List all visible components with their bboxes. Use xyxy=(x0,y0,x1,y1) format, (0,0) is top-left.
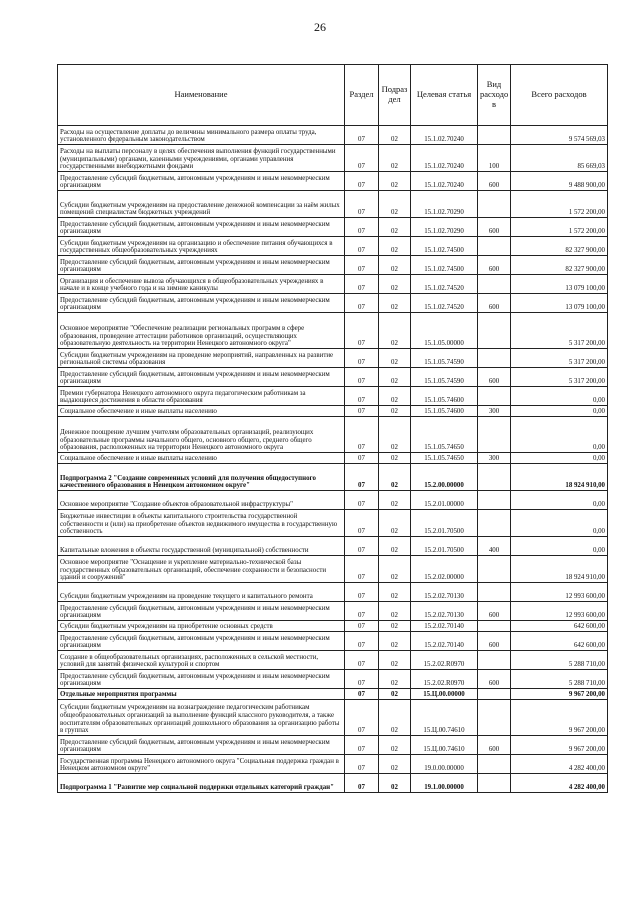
cell-section: 07 xyxy=(345,670,379,689)
cell-subsection: 02 xyxy=(379,172,411,191)
cell-name: Предоставление субсидий бюджетным, автономным учреждениям и иным некоммерческим организациям xyxy=(58,218,345,237)
cell-subsection: 02 xyxy=(379,191,411,218)
cell-expense-type: 600 xyxy=(478,172,511,191)
table-row xyxy=(58,275,608,294)
cell-section: 07 xyxy=(345,537,379,556)
cell-subsection: 02 xyxy=(379,700,411,736)
cell-name: Социальное обеспечение и иные выплаты населению xyxy=(58,406,345,417)
cell-section: 07 xyxy=(345,145,379,172)
cell-target: 15.Ц.00.74610 xyxy=(411,736,478,755)
cell-name: Расходы на осуществление доплаты до величины минимального размера оплаты труда, установленного федеральным законодательством xyxy=(58,126,345,145)
cell-target: 15.1.02.70240 xyxy=(411,126,478,145)
cell-target: 15.1.02.74500 xyxy=(411,256,478,275)
cell-subsection: 02 xyxy=(379,510,411,537)
cell-section: 07 xyxy=(345,172,379,191)
cell-expense-type xyxy=(478,191,511,218)
cell-target: 15.2.02.70130 xyxy=(411,602,478,621)
cell-subsection: 02 xyxy=(379,294,411,313)
table-header-row xyxy=(58,65,608,126)
cell-total: 5 288 710,00 xyxy=(511,670,608,689)
cell-expense-type xyxy=(478,387,511,406)
cell-expense-type xyxy=(478,126,511,145)
cell-expense-type: 600 xyxy=(478,368,511,387)
cell-subsection: 02 xyxy=(379,453,411,464)
cell-total: 0,00 xyxy=(511,453,608,464)
cell-expense-type: 600 xyxy=(478,670,511,689)
table-row xyxy=(58,406,608,417)
cell-target: 15.1.02.70240 xyxy=(411,172,478,191)
table-row xyxy=(58,700,608,736)
cell-expense-type xyxy=(478,349,511,368)
table-row xyxy=(58,755,608,774)
cell-total: 82 327 900,00 xyxy=(511,256,608,275)
cell-total: 0,00 xyxy=(511,387,608,406)
cell-section: 07 xyxy=(345,387,379,406)
cell-target: 15.2.02.R0970 xyxy=(411,651,478,670)
cell-expense-type xyxy=(478,556,511,583)
cell-subsection: 02 xyxy=(379,126,411,145)
cell-expense-type xyxy=(478,755,511,774)
cell-total: 18 924 910,00 xyxy=(511,556,608,583)
cell-total: 5 317 200,00 xyxy=(511,349,608,368)
table-row xyxy=(58,651,608,670)
table-row xyxy=(58,621,608,632)
table-row xyxy=(58,313,608,349)
cell-name: Предоставление субсидий бюджетным, автономным учреждениям и иным некоммерческим организациям xyxy=(58,294,345,313)
cell-name: Субсидии бюджетным учреждениям на вознаграждение педагогическим работникам общеобразовательных организаций за выполнение функций классного руководителя, а также воспитателям образовательных организаций дошкольного образования за организацию работы в группах xyxy=(58,700,345,736)
cell-name: Основное мероприятие "Обеспечение реализации региональных программ в сфере образования, проведение аттестации работников организаций, осуществляющих образовательную деятельность на территории Ненецкого автономного округа" xyxy=(58,313,345,349)
cell-target: 15.1.02.70290 xyxy=(411,218,478,237)
cell-total: 13 079 100,00 xyxy=(511,294,608,313)
cell-target: 15.1.02.74520 xyxy=(411,294,478,313)
cell-expense-type xyxy=(478,510,511,537)
cell-subsection: 02 xyxy=(379,755,411,774)
cell-subsection: 02 xyxy=(379,417,411,453)
cell-subsection: 02 xyxy=(379,406,411,417)
cell-name: Премии губернатора Ненецкого автономного округа педагогическим работникам за выдающиеся достижения в области образования xyxy=(58,387,345,406)
table-row xyxy=(58,294,608,313)
cell-name: Создание в общеобразовательных организациях, расположенных в сельской местности, условий для занятий физической культурой и спортом xyxy=(58,651,345,670)
cell-name: Денежное поощрение лучшим учителям образовательных организаций, реализующих образовательные программы начального общего, основного общего, среднего общего образования, расположенных на территории Ненецкого автономного округа xyxy=(58,417,345,453)
cell-expense-type: 600 xyxy=(478,218,511,237)
table-row xyxy=(58,126,608,145)
table-row xyxy=(58,387,608,406)
cell-expense-type xyxy=(478,700,511,736)
cell-section: 07 xyxy=(345,256,379,275)
cell-subsection: 02 xyxy=(379,736,411,755)
cell-target: 19.0.00.00000 xyxy=(411,755,478,774)
page-number: 26 xyxy=(314,20,326,34)
cell-section: 07 xyxy=(345,736,379,755)
cell-total: 0,00 xyxy=(511,537,608,556)
table-row xyxy=(58,145,608,172)
table-row xyxy=(58,689,608,700)
cell-section: 07 xyxy=(345,368,379,387)
cell-total: 9 967 200,00 xyxy=(511,736,608,755)
cell-target: 15.1.02.70240 xyxy=(411,145,478,172)
table-row xyxy=(58,256,608,275)
cell-total: 9 574 569,03 xyxy=(511,126,608,145)
cell-total: 0,00 xyxy=(511,491,608,510)
cell-expense-type xyxy=(478,689,511,700)
cell-subsection: 02 xyxy=(379,689,411,700)
cell-target: 15.1.05.74600 xyxy=(411,406,478,417)
cell-subsection: 02 xyxy=(379,368,411,387)
cell-section: 07 xyxy=(345,191,379,218)
cell-target: 15.1.05.74650 xyxy=(411,417,478,453)
cell-total: 9 967 200,00 xyxy=(511,700,608,736)
cell-total: 12 993 600,00 xyxy=(511,602,608,621)
cell-total: 9 488 900,00 xyxy=(511,172,608,191)
cell-subsection: 02 xyxy=(379,491,411,510)
cell-expense-type: 300 xyxy=(478,453,511,464)
cell-total: 5 317 200,00 xyxy=(511,368,608,387)
table-body xyxy=(58,126,608,793)
cell-section: 07 xyxy=(345,755,379,774)
header-subsection: Подраз дел xyxy=(379,65,411,126)
cell-target: 15.2.02.R0970 xyxy=(411,670,478,689)
cell-name: Субсидии бюджетным учреждениям на организацию и обеспечение питания обучающихся в государственных общеобразовательных учреждениях xyxy=(58,237,345,256)
cell-section: 07 xyxy=(345,294,379,313)
cell-name: Государственная программа Ненецкого автономного округа "Социальная поддержка граждан в Ненецком автономном округе" xyxy=(58,755,345,774)
table-row xyxy=(58,670,608,689)
cell-subsection: 02 xyxy=(379,464,411,491)
cell-expense-type xyxy=(478,417,511,453)
table-row xyxy=(58,172,608,191)
cell-section: 07 xyxy=(345,621,379,632)
cell-name: Основное мероприятие "Создание объектов образовательной инфраструктуры" xyxy=(58,491,345,510)
cell-section: 07 xyxy=(345,275,379,294)
cell-total: 85 669,03 xyxy=(511,145,608,172)
cell-name: Предоставление субсидий бюджетным, автономным учреждениям и иным некоммерческим организациям xyxy=(58,632,345,651)
cell-subsection: 02 xyxy=(379,275,411,294)
cell-total: 0,00 xyxy=(511,417,608,453)
cell-total: 18 924 910,00 xyxy=(511,464,608,491)
cell-name: Субсидии бюджетным учреждениям на приобретение основных средств xyxy=(58,621,345,632)
table-row xyxy=(58,453,608,464)
cell-section: 07 xyxy=(345,632,379,651)
cell-section: 07 xyxy=(345,417,379,453)
cell-subsection: 02 xyxy=(379,583,411,602)
cell-name: Субсидии бюджетным учреждениям на проведение текущего и капитального ремонта xyxy=(58,583,345,602)
cell-expense-type: 400 xyxy=(478,537,511,556)
cell-subsection: 02 xyxy=(379,537,411,556)
cell-subsection: 02 xyxy=(379,256,411,275)
cell-expense-type: 600 xyxy=(478,736,511,755)
cell-section: 07 xyxy=(345,583,379,602)
cell-subsection: 02 xyxy=(379,651,411,670)
cell-total: 642 600,00 xyxy=(511,632,608,651)
cell-expense-type xyxy=(478,275,511,294)
cell-expense-type xyxy=(478,774,511,793)
cell-target: 15.1.05.74590 xyxy=(411,368,478,387)
cell-subsection: 02 xyxy=(379,237,411,256)
cell-expense-type xyxy=(478,237,511,256)
cell-target: 15.1.02.74520 xyxy=(411,275,478,294)
cell-expense-type xyxy=(478,651,511,670)
cell-target: 15.2.02.70140 xyxy=(411,632,478,651)
table-row xyxy=(58,632,608,651)
cell-section: 07 xyxy=(345,218,379,237)
cell-total: 9 967 200,00 xyxy=(511,689,608,700)
cell-target: 15.2.02.00000 xyxy=(411,556,478,583)
table-row xyxy=(58,491,608,510)
cell-subsection: 02 xyxy=(379,313,411,349)
cell-subsection: 02 xyxy=(379,387,411,406)
cell-target: 15.1.02.74500 xyxy=(411,237,478,256)
cell-section: 07 xyxy=(345,349,379,368)
cell-section: 07 xyxy=(345,689,379,700)
cell-total: 12 993 600,00 xyxy=(511,583,608,602)
cell-total: 82 327 900,00 xyxy=(511,237,608,256)
cell-expense-type: 600 xyxy=(478,632,511,651)
table-row xyxy=(58,368,608,387)
cell-target: 15.2.01.70500 xyxy=(411,537,478,556)
cell-expense-type: 100 xyxy=(478,145,511,172)
cell-expense-type: 300 xyxy=(478,406,511,417)
cell-name: Подпрограмма 1 "Развитие мер социальной поддержки отдельных категорий граждан" xyxy=(58,774,345,793)
cell-name: Предоставление субсидий бюджетным, автономным учреждениям и иным некоммерческим организациям xyxy=(58,172,345,191)
cell-target: 15.2.02.70130 xyxy=(411,583,478,602)
table-row xyxy=(58,510,608,537)
cell-expense-type: 600 xyxy=(478,602,511,621)
table-row xyxy=(58,191,608,218)
cell-total: 4 282 400,00 xyxy=(511,774,608,793)
cell-subsection: 02 xyxy=(379,670,411,689)
cell-subsection: 02 xyxy=(379,218,411,237)
cell-expense-type xyxy=(478,464,511,491)
cell-target: 15.Ц.00.00000 xyxy=(411,689,478,700)
table-row xyxy=(58,602,608,621)
cell-total: 1 572 200,00 xyxy=(511,218,608,237)
table-row xyxy=(58,464,608,491)
table-row xyxy=(58,736,608,755)
cell-total: 5 317 200,00 xyxy=(511,313,608,349)
cell-section: 07 xyxy=(345,510,379,537)
table-row xyxy=(58,218,608,237)
cell-section: 07 xyxy=(345,313,379,349)
cell-section: 07 xyxy=(345,556,379,583)
cell-total: 1 572 200,00 xyxy=(511,191,608,218)
cell-name: Предоставление субсидий бюджетным, автономным учреждениям и иным некоммерческим организациям xyxy=(58,602,345,621)
header-total: Всего расходов xyxy=(511,65,608,126)
cell-total: 4 282 400,00 xyxy=(511,755,608,774)
cell-subsection: 02 xyxy=(379,774,411,793)
cell-name: Отдельные мероприятия программы xyxy=(58,689,345,700)
cell-target: 15.1.05.74590 xyxy=(411,349,478,368)
cell-name: Социальное обеспечение и иные выплаты населению xyxy=(58,453,345,464)
cell-target: 15.2.02.70140 xyxy=(411,621,478,632)
cell-subsection: 02 xyxy=(379,632,411,651)
cell-section: 07 xyxy=(345,700,379,736)
cell-target: 15.1.05.00000 xyxy=(411,313,478,349)
cell-subsection: 02 xyxy=(379,556,411,583)
cell-expense-type: 600 xyxy=(478,294,511,313)
cell-total: 5 288 710,00 xyxy=(511,651,608,670)
cell-section: 07 xyxy=(345,453,379,464)
cell-total: 0,00 xyxy=(511,510,608,537)
cell-total: 13 079 100,00 xyxy=(511,275,608,294)
table-row xyxy=(58,237,608,256)
cell-target: 15.Ц.00.74610 xyxy=(411,700,478,736)
cell-section: 07 xyxy=(345,491,379,510)
table-row xyxy=(58,583,608,602)
cell-name: Предоставление субсидий бюджетным, автономным учреждениям и иным некоммерческим организациям xyxy=(58,368,345,387)
table-row xyxy=(58,537,608,556)
cell-target: 19.1.00.00000 xyxy=(411,774,478,793)
cell-name: Предоставление субсидий бюджетным, автономным учреждениям и иным некоммерческим организациям xyxy=(58,736,345,755)
cell-name: Капитальные вложения в объекты государственной (муниципальной) собственности xyxy=(58,537,345,556)
table-row xyxy=(58,417,608,453)
cell-target: 15.1.05.74650 xyxy=(411,453,478,464)
cell-subsection: 02 xyxy=(379,602,411,621)
cell-name: Субсидии бюджетным учреждениям на предоставление денежной компенсации за наём жилых помещений специалистам бюджетных учреждений xyxy=(58,191,345,218)
expenses-table xyxy=(57,64,608,793)
cell-total: 0,00 xyxy=(511,406,608,417)
cell-name: Бюджетные инвестиции в объекты капитального строительства государственной собственности и (или) на приобретение объектов недвижимого имущества в государственную собственность xyxy=(58,510,345,537)
cell-target: 15.2.01.00000 xyxy=(411,491,478,510)
table-row xyxy=(58,349,608,368)
table-row xyxy=(58,774,608,793)
header-name: Наименование xyxy=(58,65,345,126)
cell-section: 07 xyxy=(345,651,379,670)
cell-name: Расходы на выплаты персоналу в целях обеспечения выполнения функций государственными (муниципальными) органами, казенными учреждениями, органами управления государственными внебюджетными фондами xyxy=(58,145,345,172)
cell-name: Субсидии бюджетным учреждениям на проведение мероприятий, направленных на развитие региональной системы образования xyxy=(58,349,345,368)
cell-subsection: 02 xyxy=(379,145,411,172)
cell-subsection: 02 xyxy=(379,621,411,632)
cell-expense-type xyxy=(478,491,511,510)
cell-expense-type xyxy=(478,583,511,602)
cell-name: Подпрограмма 2 "Создание современных условий для получения общедоступного качественного образования в Ненецком автономном округе" xyxy=(58,464,345,491)
cell-section: 07 xyxy=(345,237,379,256)
cell-name: Организация и обеспечение вывоза обучающихся в общеобразовательных учреждениях в начале и в конце учебного года и на зимние каникулы xyxy=(58,275,345,294)
cell-target: 15.2.01.70500 xyxy=(411,510,478,537)
cell-subsection: 02 xyxy=(379,349,411,368)
cell-name: Основное мероприятие "Оснащение и укрепление материально-технической базы государственных образовательных организаций, обеспечение сохранности и безопасности зданий и сооружений" xyxy=(58,556,345,583)
cell-section: 07 xyxy=(345,774,379,793)
table-row xyxy=(58,556,608,583)
header-target: Целевая статья xyxy=(411,65,478,126)
cell-expense-type xyxy=(478,621,511,632)
cell-section: 07 xyxy=(345,464,379,491)
cell-section: 07 xyxy=(345,602,379,621)
cell-section: 07 xyxy=(345,406,379,417)
cell-expense-type xyxy=(478,313,511,349)
cell-section: 07 xyxy=(345,126,379,145)
cell-target: 15.1.02.70290 xyxy=(411,191,478,218)
cell-target: 15.2.00.00000 xyxy=(411,464,478,491)
header-expense-type: Вид расходо в xyxy=(478,65,511,126)
cell-name: Предоставление субсидий бюджетным, автономным учреждениям и иным некоммерческим организациям xyxy=(58,256,345,275)
header-section: Раздел xyxy=(345,65,379,126)
cell-total: 642 600,00 xyxy=(511,621,608,632)
cell-target: 15.1.05.74600 xyxy=(411,387,478,406)
cell-expense-type: 600 xyxy=(478,256,511,275)
cell-name: Предоставление субсидий бюджетным, автономным учреждениям и иным некоммерческим организациям xyxy=(58,670,345,689)
